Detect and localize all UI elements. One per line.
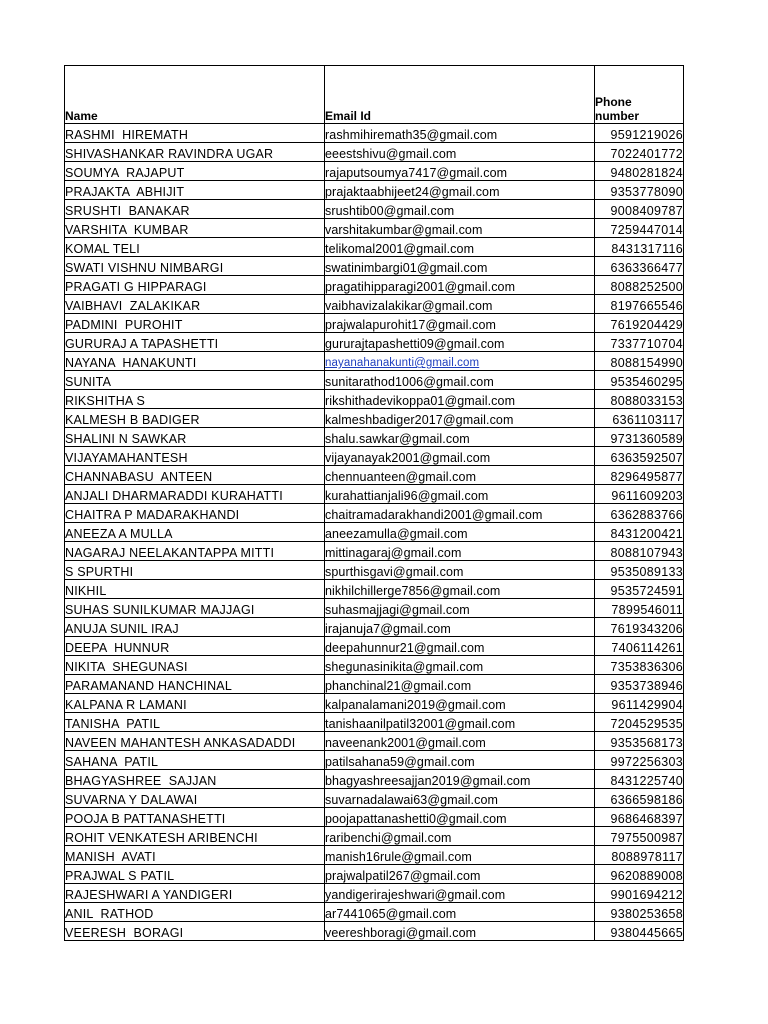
email-cell: eeestshivu@gmail.com (325, 143, 595, 162)
phone-cell: 9620889008 (595, 865, 684, 884)
email-cell: sunitarathod1006@gmail.com (325, 371, 595, 390)
phone-cell: 9535724591 (595, 580, 684, 599)
header-phone (595, 66, 684, 124)
email-cell: swatinimbargi01@gmail.com (325, 257, 595, 276)
name-cell: SWATI VISHNU NIMBARGI (65, 257, 325, 276)
email-cell: prajwalapurohit17@gmail.com (325, 314, 595, 333)
header-phone-label: Phone number (595, 95, 640, 123)
name-cell: MANISH AVATI (65, 846, 325, 865)
email-cell: pragatihipparagi2001@gmail.com (325, 276, 595, 295)
email-cell: vaibhavizalakikar@gmail.com (325, 295, 595, 314)
table-row (65, 542, 684, 561)
table-row (65, 314, 684, 333)
name-cell: PADMINI PUROHIT (65, 314, 325, 333)
phone-cell: 8431200421 (595, 523, 684, 542)
name-cell: BHAGYASHREE SAJJAN (65, 770, 325, 789)
table-row (65, 504, 684, 523)
email-cell: naveenank2001@gmail.com (325, 732, 595, 751)
table-row (65, 808, 684, 827)
table-row (65, 561, 684, 580)
name-cell: SUHAS SUNILKUMAR MAJJAGI (65, 599, 325, 618)
table-row (65, 599, 684, 618)
table-row (65, 447, 684, 466)
email-cell: shalu.sawkar@gmail.com (325, 428, 595, 447)
header-email: Email Id (325, 66, 595, 124)
table-row (65, 219, 684, 238)
table-row (65, 713, 684, 732)
table-row (65, 257, 684, 276)
table-row (65, 466, 684, 485)
email-cell: mittinagaraj@gmail.com (325, 542, 595, 561)
table-row (65, 162, 684, 181)
table-row (65, 789, 684, 808)
phone-cell: 8296495877 (595, 466, 684, 485)
table-row (65, 618, 684, 637)
name-cell: KOMAL TELI (65, 238, 325, 257)
email-cell: chennuanteen@gmail.com (325, 466, 595, 485)
email-cell: vijayanayak2001@gmail.com (325, 447, 595, 466)
table-row (65, 390, 684, 409)
phone-cell: 9535460295 (595, 371, 684, 390)
email-cell: kurahattianjali96@gmail.com (325, 485, 595, 504)
name-cell: NAYANA HANAKUNTI (65, 352, 325, 371)
phone-cell: 7619343206 (595, 618, 684, 637)
table-row (65, 751, 684, 770)
name-cell: PRAJAKTA ABHIJIT (65, 181, 325, 200)
table-row (65, 295, 684, 314)
table-row (65, 827, 684, 846)
phone-cell: 7022401772 (595, 143, 684, 162)
phone-cell: 7975500987 (595, 827, 684, 846)
phone-cell: 8431317116 (595, 238, 684, 257)
name-cell: ANEEZA A MULLA (65, 523, 325, 542)
phone-cell: 9353568173 (595, 732, 684, 751)
email-cell: yandigerirajeshwari@gmail.com (325, 884, 595, 903)
name-cell: NAGARAJ NEELAKANTAPPA MITTI (65, 542, 325, 561)
name-cell: NAVEEN MAHANTESH ANKASADADDI (65, 732, 325, 751)
name-cell: PRAGATI G HIPPARAGI (65, 276, 325, 295)
table-row (65, 371, 684, 390)
email-cell: patilsahana59@gmail.com (325, 751, 595, 770)
email-cell (325, 352, 595, 371)
contact-table (64, 65, 684, 941)
phone-cell: 7337710704 (595, 333, 684, 352)
name-cell: KALPANA R LAMANI (65, 694, 325, 713)
phone-cell: 9535089133 (595, 561, 684, 580)
table-row (65, 409, 684, 428)
phone-cell: 6366598186 (595, 789, 684, 808)
email-cell: suvarnadalawai63@gmail.com (325, 789, 595, 808)
table-row (65, 200, 684, 219)
table-row (65, 637, 684, 656)
phone-cell: 8088033153 (595, 390, 684, 409)
email-cell: telikomal2001@gmail.com (325, 238, 595, 257)
name-cell: VARSHITA KUMBAR (65, 219, 325, 238)
phone-cell: 7406114261 (595, 637, 684, 656)
name-cell: PARAMANAND HANCHINAL (65, 675, 325, 694)
phone-cell: 8088154990 (595, 352, 684, 371)
email-cell: suhasmajjagi@gmail.com (325, 599, 595, 618)
name-cell: CHANNABASU ANTEEN (65, 466, 325, 485)
contact-table-body (65, 66, 684, 941)
table-row (65, 485, 684, 504)
name-cell: SUNITA (65, 371, 325, 390)
phone-cell: 6361103117 (595, 409, 684, 428)
name-cell: RAJESHWARI A YANDIGERI (65, 884, 325, 903)
table-row (65, 124, 684, 143)
table-row (65, 238, 684, 257)
table-row (65, 428, 684, 447)
email-cell: phanchinal21@gmail.com (325, 675, 595, 694)
email-cell: deepahunnur21@gmail.com (325, 637, 595, 656)
name-cell: VEERESH BORAGI (65, 922, 325, 941)
phone-cell: 7353836306 (595, 656, 684, 675)
table-row (65, 694, 684, 713)
email-cell: aneezamulla@gmail.com (325, 523, 595, 542)
email-cell: raribenchi@gmail.com (325, 827, 595, 846)
table-row (65, 143, 684, 162)
phone-cell: 9008409787 (595, 200, 684, 219)
email-cell: nikhilchillerge7856@gmail.com (325, 580, 595, 599)
phone-cell: 6363366477 (595, 257, 684, 276)
email-cell: rajaputsoumya7417@gmail.com (325, 162, 595, 181)
name-cell: SHALINI N SAWKAR (65, 428, 325, 447)
email-cell: prajaktaabhijeet24@gmail.com (325, 181, 595, 200)
phone-cell: 9380253658 (595, 903, 684, 922)
email-cell: ar7441065@gmail.com (325, 903, 595, 922)
name-cell: ANUJA SUNIL IRAJ (65, 618, 325, 637)
email-cell: irajanuja7@gmail.com (325, 618, 595, 637)
phone-cell: 6362883766 (595, 504, 684, 523)
email-cell: poojapattanashetti0@gmail.com (325, 808, 595, 827)
email-cell: manish16rule@gmail.com (325, 846, 595, 865)
name-cell: PRAJWAL S PATIL (65, 865, 325, 884)
name-cell: VAIBHAVI ZALAKIKAR (65, 295, 325, 314)
phone-cell: 7899546011 (595, 599, 684, 618)
email-cell: shegunasinikita@gmail.com (325, 656, 595, 675)
email-cell: chaitramadarakhandi2001@gmail.com (325, 504, 595, 523)
table-row (65, 770, 684, 789)
phone-cell: 9611429904 (595, 694, 684, 713)
phone-cell: 7259447014 (595, 219, 684, 238)
phone-cell: 6363592507 (595, 447, 684, 466)
phone-cell: 9901694212 (595, 884, 684, 903)
table-row (65, 333, 684, 352)
table-row (65, 276, 684, 295)
email-cell: rashmihiremath35@gmail.com (325, 124, 595, 143)
email-cell: kalmeshbadiger2017@gmail.com (325, 409, 595, 428)
name-cell: SUVARNA Y DALAWAI (65, 789, 325, 808)
name-cell: DEEPA HUNNUR (65, 637, 325, 656)
name-cell: RIKSHITHA S (65, 390, 325, 409)
name-cell: NIKITA SHEGUNASI (65, 656, 325, 675)
name-cell: S SPURTHI (65, 561, 325, 580)
header-row (65, 66, 684, 124)
phone-cell: 9591219026 (595, 124, 684, 143)
email-cell: bhagyashreesajjan2019@gmail.com (325, 770, 595, 789)
phone-cell: 8088107943 (595, 542, 684, 561)
email-cell: veereshboragi@gmail.com (325, 922, 595, 941)
email-cell: tanishaanilpatil32001@gmail.com (325, 713, 595, 732)
phone-cell: 9480281824 (595, 162, 684, 181)
table-row (65, 922, 684, 941)
email-cell: srushtib00@gmail.com (325, 200, 595, 219)
phone-cell: 8197665546 (595, 295, 684, 314)
name-cell: RASHMI HIREMATH (65, 124, 325, 143)
name-cell: GURURAJ A TAPASHETTI (65, 333, 325, 352)
email-cell: spurthisgavi@gmail.com (325, 561, 595, 580)
phone-cell: 8088978117 (595, 846, 684, 865)
table-row (65, 352, 684, 371)
phone-cell: 9353738946 (595, 675, 684, 694)
name-cell: TANISHA PATIL (65, 713, 325, 732)
phone-cell: 7204529535 (595, 713, 684, 732)
name-cell: ROHIT VENKATESH ARIBENCHI (65, 827, 325, 846)
table-row (65, 656, 684, 675)
table-row (65, 865, 684, 884)
phone-cell: 8431225740 (595, 770, 684, 789)
name-cell: SRUSHTI BANAKAR (65, 200, 325, 219)
phone-cell: 9380445665 (595, 922, 684, 941)
table-row (65, 675, 684, 694)
name-cell: ANIL RATHOD (65, 903, 325, 922)
name-cell: SAHANA PATIL (65, 751, 325, 770)
email-cell: kalpanalamani2019@gmail.com (325, 694, 595, 713)
email-cell: prajwalpatil267@gmail.com (325, 865, 595, 884)
phone-cell: 9731360589 (595, 428, 684, 447)
name-cell: KALMESH B BADIGER (65, 409, 325, 428)
header-name: Name (65, 66, 325, 124)
table-row (65, 884, 684, 903)
table-row (65, 181, 684, 200)
phone-cell: 9611609203 (595, 485, 684, 504)
phone-cell: 7619204429 (595, 314, 684, 333)
table-row (65, 523, 684, 542)
name-cell: POOJA B PATTANASHETTI (65, 808, 325, 827)
email-cell: gururajtapashetti09@gmail.com (325, 333, 595, 352)
table-row (65, 903, 684, 922)
phone-cell: 9686468397 (595, 808, 684, 827)
name-cell: VIJAYAMAHANTESH (65, 447, 325, 466)
table-row (65, 732, 684, 751)
phone-cell: 8088252500 (595, 276, 684, 295)
email-cell: rikshithadevikoppa01@gmail.com (325, 390, 595, 409)
email-cell: varshitakumbar@gmail.com (325, 219, 595, 238)
phone-cell: 9972256303 (595, 751, 684, 770)
name-cell: SOUMYA RAJAPUT (65, 162, 325, 181)
phone-cell: 9353778090 (595, 181, 684, 200)
name-cell: CHAITRA P MADARAKHANDI (65, 504, 325, 523)
table-row (65, 580, 684, 599)
table-row (65, 846, 684, 865)
name-cell: SHIVASHANKAR RAVINDRA UGAR (65, 143, 325, 162)
name-cell: NIKHIL (65, 580, 325, 599)
email-link[interactable]: nayanahanakunti@gmail.com (325, 357, 480, 369)
name-cell: ANJALI DHARMARADDI KURAHATTI (65, 485, 325, 504)
